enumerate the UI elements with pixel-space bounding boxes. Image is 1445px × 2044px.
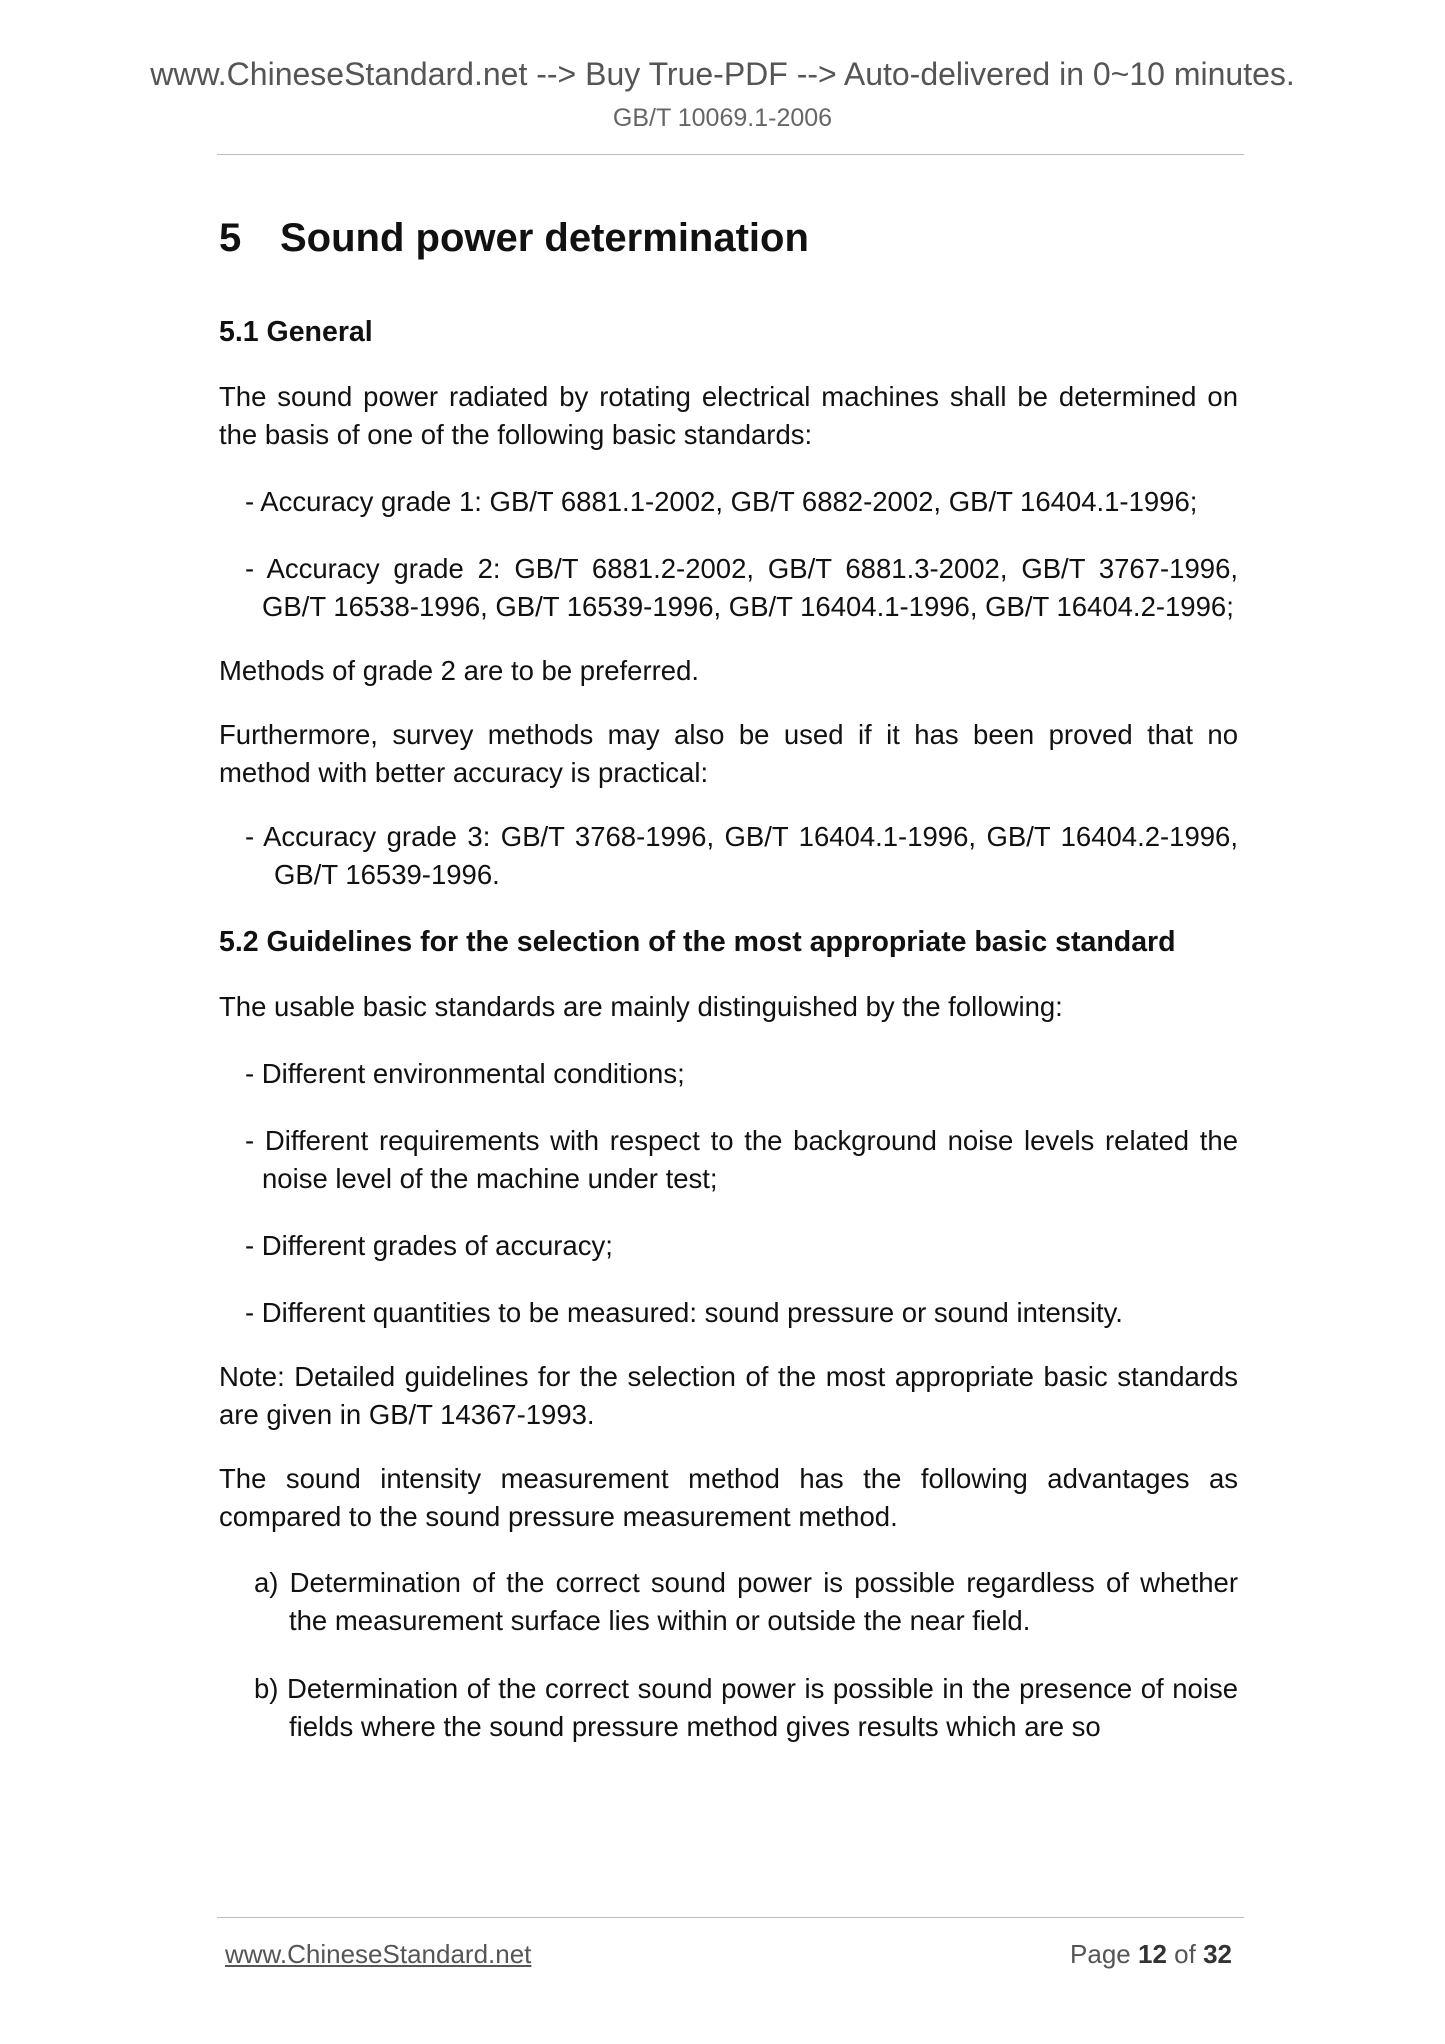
header-doc-id: GB/T 10069.1-2006 <box>612 104 833 132</box>
subsection-heading-general: 5.1 General <box>219 316 373 348</box>
list-item: - Different environmental conditions; <box>245 1058 685 1089</box>
accuracy-grade-2-item: - Accuracy grade 2: GB/T 6881.2-2002, GB/T 6881.3-2002, GB/T 3767-1996, GB/T 16538-1996, GB/T 16539-1996, GB/T 16404.1-1996, GB/T 16404.2-1996; <box>245 553 1238 622</box>
advantage-item-a: a) Determination of the correct sound power is possible regardless of whether the measurement surface lies within or outside the near field. <box>254 1567 1238 1636</box>
page-total: 32 <box>1203 1939 1232 1969</box>
note-paragraph: Note: Detailed guidelines for the selection of the most appropriate basic standards are given in GB/T 14367-1993. <box>219 1361 1238 1430</box>
section-heading <box>219 206 1238 270</box>
survey-methods-paragraph: Furthermore, survey methods may also be used if it has been proved that no method with better accuracy is practical: <box>219 719 1238 788</box>
of-label: of <box>1174 1939 1196 1969</box>
page-indicator <box>1070 1939 1232 1970</box>
page-number: 12 <box>1138 1939 1167 1969</box>
section-title: Sound power determination <box>280 216 809 260</box>
advantage-item-b: b) Determination of the correct sound power is possible in the presence of noise fields where the sound pressure method gives results which are so <box>254 1673 1238 1742</box>
header-banner: www.ChineseStandard.net --> Buy True-PDF --> Auto-delivered in 0~10 minutes. <box>150 56 1295 92</box>
list-item: - Different quantities to be measured: sound pressure or sound intensity. <box>245 1297 1123 1328</box>
subsection-heading-guidelines: 5.2 Guidelines for the selection of the most appropriate basic standard <box>219 926 1176 958</box>
list-item: - Different grades of accuracy; <box>245 1230 613 1261</box>
header-divider <box>217 154 1244 155</box>
accuracy-grade-3-item: - Accuracy grade 3: GB/T 3768-1996, GB/T 16404.1-1996, GB/T 16404.2-1996, GB/T 16539-1996. <box>245 821 1238 890</box>
page-label: Page <box>1070 1939 1131 1969</box>
footer-divider <box>217 1917 1244 1918</box>
list-item: - Different requirements with respect to the background noise levels related the noise level of the machine under test; <box>245 1125 1238 1194</box>
general-intro-paragraph: The sound power radiated by rotating electrical machines shall be determined on the basis of one of the following basic standards: <box>219 381 1238 450</box>
accuracy-grade-1-item: - Accuracy grade 1: GB/T 6881.1-2002, GB/T 6882-2002, GB/T 16404.1-1996; <box>245 486 1198 517</box>
footer-site-link[interactable]: www.ChineseStandard.net <box>225 1939 532 1969</box>
section-number: 5 <box>219 216 242 260</box>
advantages-paragraph: The sound intensity measurement method has the following advantages as compared to the sound pressure measurement method. <box>219 1463 1238 1532</box>
preferred-paragraph: Methods of grade 2 are to be preferred. <box>219 655 700 686</box>
guidelines-intro-paragraph: The usable basic standards are mainly distinguished by the following: <box>219 991 1063 1022</box>
page-content <box>219 206 1238 1746</box>
